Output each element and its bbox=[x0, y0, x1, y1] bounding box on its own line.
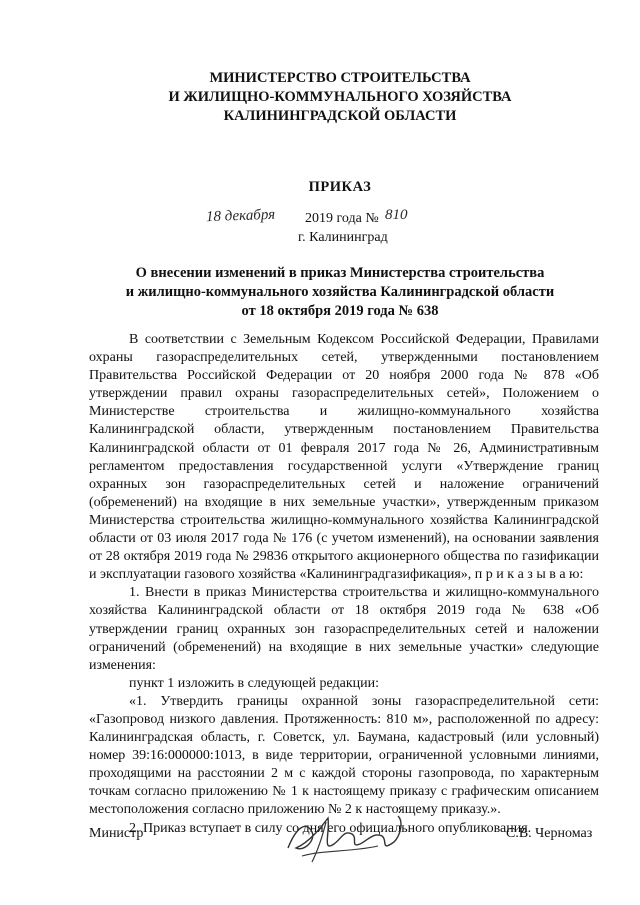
handwritten-signature bbox=[282, 808, 412, 866]
handwritten-order-number: 810 bbox=[385, 207, 408, 223]
ministry-line-1: МИНИСТЕРСТВО СТРОИТЕЛЬСТВА bbox=[209, 70, 471, 86]
body-paragraph-item-1: 1. Внести в приказ Министерства строительства и жилищно-коммунального хозяйства Калининградской области от 18 октября 2019 года № 638 «Об утверждении границ охранных зон газораспределительных сетей и наложении ограничений (обременений) на входящие в них земельные участки» следующие изменения: bbox=[89, 585, 599, 673]
body-paragraph-preamble: В соответствии с Земельным Кодексом Российской Федерации, Правилами охраны газораспределительных сетей, утвержденными постановлением Правительства Российской Федерации от 20 ноября 2000 года № 878 «Об утверждении правил охраны газораспределительных сетей», Положением о Министерстве строительства и жилищно-коммунального хозяйства Калининградской области, утвержденным постановлением Правительства Калининградской области от 01 февраля 2017 года № 26, Административным регламентом предоставления государственной услуги «Утверждение границ охранных зон газораспределительных сетей и наложение ограничений (обременений) на входящие в них земельные участки», утвержденным приказом Министерства строительства жилищно-коммунального хозяйства Калининградской области от 03 июля 2017 года № 176 (с учетом изменений), на основании заявления от 28 октября 2019 года № 29836 открытого акционерного общества по газификации и эксплуатации газового хозяйства «Калининградгазификация», п р и к а з ы в а ю: bbox=[89, 332, 599, 583]
subject-line-2: и жилищно-коммунального хозяйства Калининградской области bbox=[125, 284, 555, 300]
order-dateline bbox=[0, 206, 640, 232]
signer-position: Министр bbox=[89, 826, 144, 841]
order-subject bbox=[80, 264, 600, 321]
signature-block bbox=[0, 808, 640, 868]
body-paragraph-clause: пункт 1 изложить в следующей редакции: bbox=[129, 675, 379, 691]
order-city: г. Калининград bbox=[298, 230, 388, 245]
body-paragraph-item-2: 2. Приказ вступает в силу со дня его официального опубликования. bbox=[129, 820, 532, 836]
body-paragraph-new-text: «1. Утвердить границы охранной зоны газораспределительной сети: «Газопровод низкого давления. Протяженность: 810 м», расположенной по адресу: Калининградская область, г. Советск, ул. Баумана, кадастровый (или условный) номер 39:16:000000:1013, в виде территории, ограниченной условными линиями, проходящими на расстоянии 2 м с каждой стороны газопровода, по характерным точкам согласно приложению № 1 к настоящему приказу с графическим описанием местоположения согласно приложению № 2 к настоящему приказу.». bbox=[89, 693, 599, 818]
subject-line-3: от 18 октября 2019 года № 638 bbox=[241, 303, 439, 319]
subject-line-1: О внесении изменений в приказ Министерства строительства bbox=[135, 265, 545, 281]
ministry-header bbox=[80, 69, 600, 126]
order-year: 2019 года № bbox=[305, 211, 379, 226]
signer-name: С.В. Черномаз bbox=[506, 826, 593, 841]
ministry-line-3: КАЛИНИНГРАДСКОЙ ОБЛАСТИ bbox=[223, 108, 457, 124]
handwritten-date: 18 декабря bbox=[205, 206, 276, 226]
ministry-line-2: И ЖИЛИЩНО-КОММУНАЛЬНОГО ХОЗЯЙСТВА bbox=[168, 89, 512, 105]
order-title: ПРИКАЗ bbox=[308, 179, 372, 195]
order-body bbox=[89, 331, 599, 838]
